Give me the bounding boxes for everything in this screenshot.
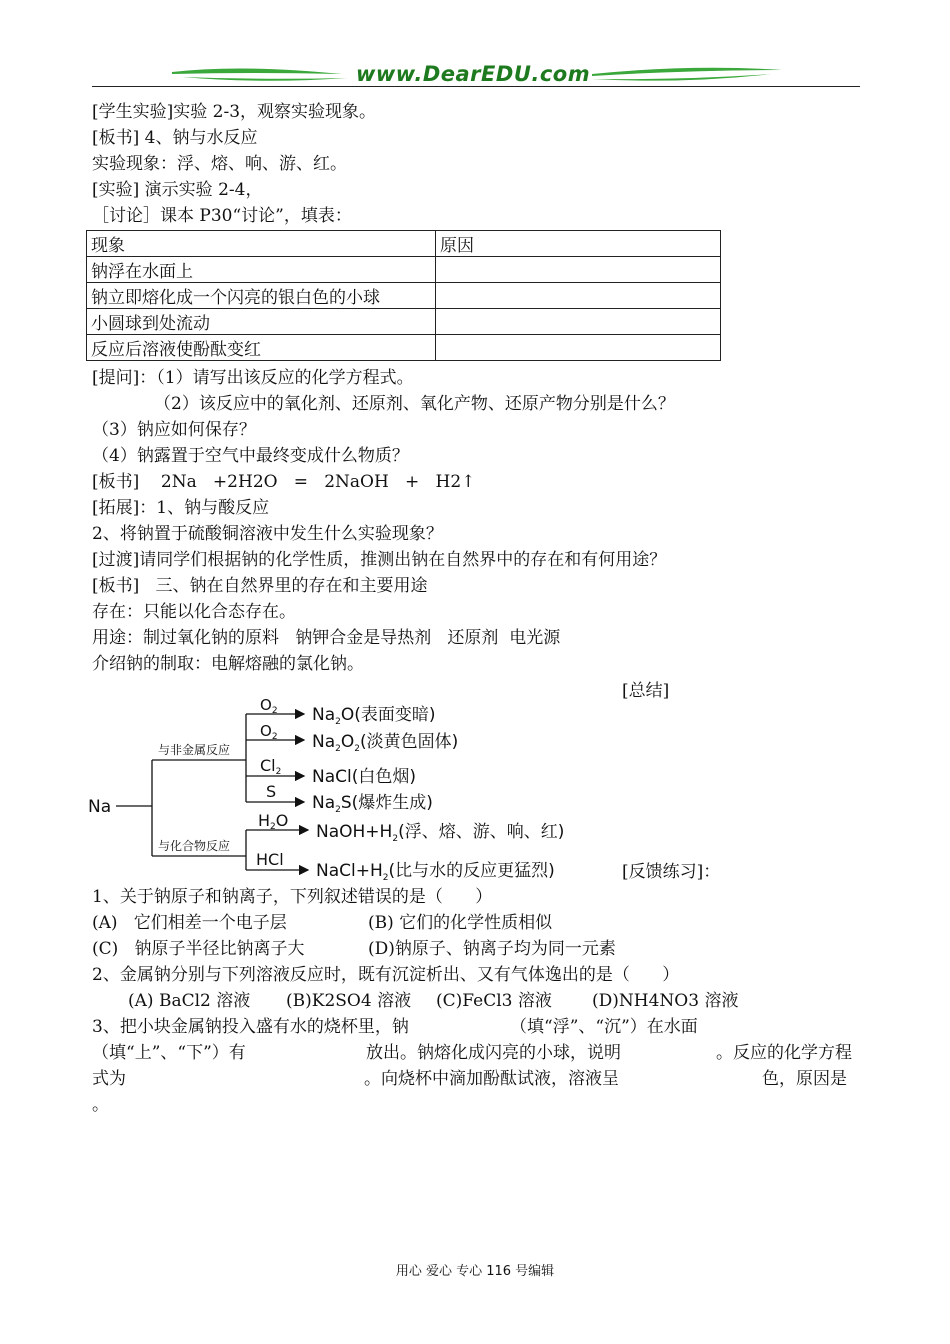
reagent-hcl: HCl bbox=[256, 850, 284, 869]
table-row bbox=[87, 335, 721, 361]
header-rule bbox=[92, 86, 860, 87]
option: (B) 它们的化学性质相似 bbox=[368, 913, 553, 933]
question-line: （2）该反应中的氧化剂、还原剂、氧化产物、还原产物分别是什么？ bbox=[154, 394, 675, 414]
option: (C) 钠原子半径比钠离子大 bbox=[92, 939, 305, 959]
option: (D)NH4NO3 溶液 bbox=[592, 991, 739, 1011]
text-line: 介绍钠的制取：电解熔融的氯化钠。 bbox=[92, 654, 364, 674]
text-line: 用途：制过氧化钠的原料 钠钾合金是导热剂 还原剂 电光源 bbox=[92, 628, 561, 648]
reagent-o2: $O_2$ bbox=[260, 696, 278, 716]
product-nacl: NaCl(白色烟) bbox=[312, 767, 416, 787]
option: (D)钠原子、钠离子均为同一元素 bbox=[368, 939, 616, 959]
text-line: 2、将钠置于硫酸铜溶液中发生什么实验现象？ bbox=[92, 524, 443, 544]
branch-label-nonmetal: 与非金属反应 bbox=[158, 743, 231, 757]
exercise-line: 放出。钠熔化成闪亮的小球，说明 bbox=[366, 1043, 621, 1063]
exercise-line: 2、金属钠分别与下列溶液反应时，既有沉淀析出、又有气体逸出的是（ ） bbox=[92, 965, 680, 985]
table-row bbox=[87, 283, 721, 309]
reagent-o2: $O_2$ bbox=[260, 722, 278, 742]
exercise-line: 1、关于钠原子和钠离子，下列叙述错误的是（ ） bbox=[92, 887, 493, 907]
exercise-line: 3、把小块金属钠投入盛有水的烧杯里，钠 bbox=[92, 1017, 409, 1037]
table-header-cell: 现象 bbox=[87, 231, 436, 257]
feedback-label: [反馈练习]： bbox=[622, 862, 721, 882]
sodium-reaction-diagram bbox=[86, 694, 646, 886]
product-na2o: $Na_2O$(表面变暗) bbox=[312, 705, 436, 727]
exercise-line: 色，原因是 bbox=[762, 1069, 847, 1089]
reagent-s: S bbox=[266, 782, 277, 801]
exercise-line: （填“上”、“下”）有 bbox=[92, 1043, 246, 1063]
page-footer: 用心 爱心 专心 116 号编辑 bbox=[395, 1264, 555, 1279]
question-line: （4）钠露置于空气中最终变成什么物质？ bbox=[92, 446, 409, 466]
text-line: [板书] 三、钠在自然界里的存在和主要用途 bbox=[92, 576, 428, 596]
page-header bbox=[92, 60, 860, 92]
reagent-cl2: Cl2 bbox=[260, 756, 282, 777]
question-line: [提问]：（1）请写出该反应的化学方程式。 bbox=[92, 368, 414, 388]
text-line: [板书] 4、钠与水反应 bbox=[92, 128, 258, 148]
table-row bbox=[87, 257, 721, 283]
text-line: [拓展]：1、钠与酸反应 bbox=[92, 498, 270, 518]
text-line: ［讨论］课本 P30“讨论”，填表： bbox=[92, 206, 352, 226]
product-nacl-h2: $NaCl+H_2$(比与水的反应更猛烈) bbox=[316, 861, 555, 883]
text-line: 存在：只能以化合态存在。 bbox=[92, 602, 296, 622]
text-line: [过渡]请同学们根据钠的化学性质，推测出钠在自然界中的存在和有何用途？ bbox=[92, 550, 667, 570]
table-header-cell: 原因 bbox=[436, 231, 721, 257]
text-line: [实验] 演示实验 2-4， bbox=[92, 180, 263, 200]
option: (B)K2SO4 溶液 bbox=[286, 991, 412, 1011]
product-naoh-h2: $NaOH+H_2$(浮、熔、游、响、红) bbox=[316, 822, 565, 844]
table-cell: 钠立即熔化成一个闪亮的银白色的小球 bbox=[87, 283, 436, 309]
exercise-line: 。向烧杯中滴加酚酞试液，溶液呈 bbox=[364, 1069, 619, 1089]
table-cell: 反应后溶液使酚酞变红 bbox=[87, 335, 436, 361]
exercise-line: （填“浮”、“沉”）在水面 bbox=[510, 1017, 698, 1037]
table-cell: 钠浮在水面上 bbox=[87, 257, 436, 283]
equation-label: [板书] bbox=[92, 472, 140, 492]
product-na2o2: $Na_2O_2$(淡黄色固体) bbox=[312, 732, 459, 754]
table-cell bbox=[436, 335, 721, 361]
table-row bbox=[87, 309, 721, 335]
table-cell bbox=[436, 309, 721, 335]
text-line: 实验现象：浮、熔、响、游、红。 bbox=[92, 154, 347, 174]
discussion-table bbox=[86, 230, 721, 361]
equation-line bbox=[92, 471, 475, 493]
text-line: [学生实验]实验 2-3，观察实验现象。 bbox=[92, 102, 377, 122]
branch-label-compound: 与化合物反应 bbox=[158, 839, 231, 853]
reagent-h2o: H2O bbox=[258, 811, 289, 832]
equation-text: 2Na +2H2O = 2NaOH + H2↑ bbox=[160, 472, 476, 492]
table-cell: 小圆球到处流动 bbox=[87, 309, 436, 335]
question-line: （3）钠应如何保存？ bbox=[92, 420, 256, 440]
exercise-line: 。反应的化学方程 bbox=[716, 1043, 852, 1063]
exercise-line: 式为 bbox=[92, 1069, 126, 1089]
option: (C)FeCl3 溶液 bbox=[436, 991, 552, 1011]
product-na2s: $Na_2S$(爆炸生成) bbox=[312, 793, 433, 815]
exercise-line: 。 bbox=[92, 1095, 109, 1115]
logo-text: www.DearEDU.com bbox=[356, 62, 591, 86]
summary-label: [总结] bbox=[622, 681, 670, 701]
option: (A) BaCl2 溶液 bbox=[128, 991, 251, 1011]
table-header-row bbox=[87, 231, 721, 257]
table-cell bbox=[436, 257, 721, 283]
diagram-root: Na bbox=[88, 797, 112, 817]
option: (A) 它们相差一个电子层 bbox=[92, 913, 287, 933]
table-cell bbox=[436, 283, 721, 309]
